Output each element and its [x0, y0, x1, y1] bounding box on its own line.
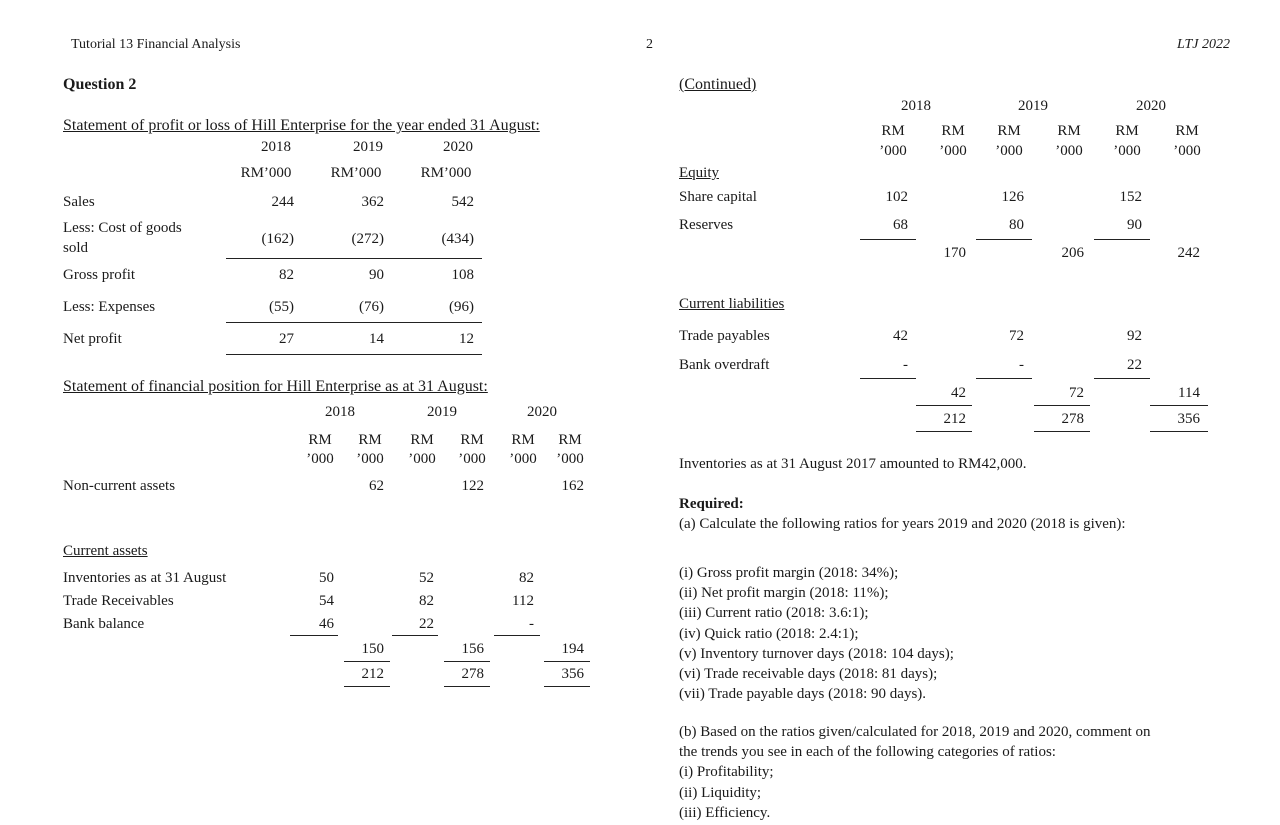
- inventory-note: Inventories as at 31 August 2017 amounted to RM42,000.: [679, 456, 1027, 472]
- cont-cell: -: [903, 357, 908, 373]
- pl-cell: 27: [279, 331, 294, 347]
- sofp-rule: [444, 686, 490, 687]
- equity-heading: Equity: [679, 165, 719, 181]
- cont-cell: 72: [1009, 328, 1024, 344]
- cont-cell: 80: [1009, 217, 1024, 233]
- pl-year-2018: 2018: [261, 139, 291, 155]
- ratio-list: [679, 563, 954, 704]
- pl-statement-title: Statement of profit or loss of Hill Enterprise for the year ended 31 August:: [63, 117, 540, 134]
- ratio-item: (iii) Current ratio (2018: 3.6:1);: [679, 605, 869, 622]
- cont-row-label: Bank overdraft: [679, 357, 770, 373]
- ratio-item: (v) Inventory turnover days (2018: 104 days);: [679, 645, 954, 662]
- cont-grand-total: 356: [1177, 411, 1200, 427]
- cont-cell: 92: [1127, 328, 1142, 344]
- sofp-cell: 46: [319, 616, 334, 632]
- sofp-year-2018: 2018: [325, 404, 355, 420]
- cont-rule: [976, 378, 1032, 379]
- ratio-item: (ii) Net profit margin (2018: 11%);: [679, 585, 889, 602]
- pl-rule: [226, 354, 482, 355]
- pl-rule: [226, 322, 482, 323]
- required-b-line: (b) Based on the ratios given/calculated for 2018, 2019 and 2020, comment on: [679, 724, 1151, 740]
- sofp-current-total: 194: [561, 641, 584, 657]
- sofp-rule: [544, 686, 590, 687]
- sofp-cell: -: [529, 616, 534, 632]
- required-part-b: [679, 722, 1151, 823]
- sofp-unit-header: RM ’000: [509, 432, 537, 467]
- page-number: 2: [646, 37, 653, 52]
- sofp-cell: 52: [419, 570, 434, 586]
- pl-unit-2019: RM’000: [330, 165, 382, 181]
- sofp-current-total: 156: [461, 641, 484, 657]
- cont-cell: 152: [1119, 189, 1142, 205]
- pl-cell: 82: [279, 267, 294, 283]
- sofp-rule: [344, 661, 390, 662]
- sofp-cell: 50: [319, 570, 334, 586]
- sofp-year-2019: 2019: [427, 404, 457, 420]
- cont-equity-total: 242: [1177, 245, 1200, 261]
- cont-row-label: Share capital: [679, 189, 757, 205]
- sofp-cell: 82: [519, 570, 534, 586]
- sofp-unit-header: RM ’000: [556, 432, 584, 467]
- sofp-current-total: 150: [361, 641, 384, 657]
- pl-rule: [226, 258, 482, 259]
- cont-cell: 68: [893, 217, 908, 233]
- cont-rule: [1094, 378, 1150, 379]
- pl-cell: 108: [451, 267, 474, 283]
- sofp-total-assets: 278: [461, 666, 484, 682]
- pl-row-label: Sales: [63, 194, 95, 210]
- current-assets-heading: Current assets: [63, 543, 148, 559]
- sofp-rule: [290, 635, 338, 636]
- sofp-row-label: Trade Receivables: [63, 593, 174, 609]
- sofp-total-assets: 212: [361, 666, 384, 682]
- category-item: (i) Profitability;: [679, 764, 774, 781]
- pl-cell: (434): [441, 231, 474, 247]
- cont-unit-header: RM ’000: [1113, 123, 1141, 159]
- question-heading: Question 2: [63, 76, 137, 93]
- sofp-title: Statement of financial position for Hill Enterprise as at 31 August:: [63, 378, 488, 395]
- cont-cell: -: [1019, 357, 1024, 373]
- pl-row-label: Gross profit: [63, 267, 136, 283]
- cont-liability-total: 72: [1069, 385, 1084, 401]
- cont-grand-total: 212: [943, 411, 966, 427]
- sofp-total-assets: 356: [561, 666, 584, 682]
- pl-cell: 362: [361, 194, 384, 210]
- cont-rule: [976, 239, 1032, 240]
- ratio-item: (i) Gross profit margin (2018: 34%);: [679, 565, 899, 581]
- required-b-line: the trends you see in each of the following categories of ratios:: [679, 744, 1056, 761]
- cont-rule: [916, 431, 972, 432]
- pl-year-2020: 2020: [443, 139, 473, 155]
- cont-year-2020: 2020: [1136, 98, 1166, 114]
- cont-equity-total: 206: [1061, 245, 1084, 261]
- sofp-rule: [544, 661, 590, 662]
- cont-liability-total: 42: [951, 385, 966, 401]
- sofp-row-label: Inventories as at 31 August: [63, 570, 227, 586]
- pl-cell: 542: [451, 194, 474, 210]
- pl-cell: (162): [261, 231, 294, 247]
- pl-cell: 90: [369, 267, 384, 283]
- pl-cell: (272): [351, 231, 384, 247]
- cont-row-label: Reserves: [679, 217, 734, 233]
- ratio-item: (vii) Trade payable days (2018: 90 days).: [679, 686, 927, 703]
- cont-rule: [1034, 431, 1090, 432]
- cont-rule: [1150, 431, 1208, 432]
- cont-equity-total: 170: [943, 245, 966, 261]
- cont-row-label: Trade payables: [679, 328, 770, 344]
- pl-cell: 12: [459, 331, 474, 347]
- cont-cell: 102: [885, 189, 908, 205]
- cont-rule: [1034, 405, 1090, 406]
- sofp-unit-header: RM ’000: [408, 432, 436, 467]
- ratio-item: (iv) Quick ratio (2018: 2.4:1);: [679, 625, 859, 642]
- cont-rule: [860, 239, 916, 240]
- cont-cell: 42: [893, 328, 908, 344]
- cont-cell: 22: [1127, 357, 1142, 373]
- cont-rule: [916, 405, 972, 406]
- sofp-cell: 22: [419, 616, 434, 632]
- sofp-cell: 112: [512, 593, 534, 609]
- pl-row-label: sold: [63, 240, 89, 256]
- cont-unit-header: RM ’000: [1173, 123, 1201, 159]
- sofp-row-label: Bank balance: [63, 616, 145, 632]
- pl-row-label: Net profit: [63, 331, 122, 347]
- pl-cell: 244: [271, 194, 294, 210]
- document-header-code: LTJ 2022: [1176, 37, 1230, 52]
- sofp-row-label: Non-current assets: [63, 478, 176, 494]
- pl-cell: (55): [269, 299, 294, 315]
- cont-year-2018: 2018: [901, 98, 931, 114]
- pl-row-label: Less: Cost of goods: [63, 220, 182, 236]
- pl-cell: (76): [359, 299, 384, 315]
- sofp-unit-header: RM ’000: [306, 432, 334, 467]
- document-header-title: Tutorial 13 Financial Analysis: [71, 37, 241, 52]
- cont-year-2019: 2019: [1018, 98, 1048, 114]
- sofp-rule: [494, 635, 540, 636]
- cont-unit-header: RM ’000: [995, 123, 1023, 159]
- sofp-cell: 54: [319, 593, 334, 609]
- sofp-unit-header: RM ’000: [458, 432, 486, 467]
- pl-unit-2020: RM’000: [420, 165, 472, 181]
- required-heading: Required:: [679, 496, 744, 512]
- sofp-rule: [344, 686, 390, 687]
- sofp-year-2020: 2020: [527, 404, 557, 420]
- sofp-cell: 162: [561, 478, 584, 494]
- cont-unit-header: RM ’000: [1055, 123, 1083, 159]
- sofp-rule: [444, 661, 490, 662]
- sofp-rule: [392, 635, 438, 636]
- liabilities-heading: Current liabilities: [679, 296, 785, 312]
- sofp-cell: 62: [369, 478, 384, 494]
- pl-unit-2018: RM’000: [240, 165, 292, 181]
- pl-row-label: Less: Expenses: [63, 299, 156, 315]
- cont-cell: 90: [1127, 217, 1142, 233]
- sofp-unit-header: RM ’000: [356, 432, 384, 467]
- ratio-item: (vi) Trade receivable days (2018: 81 days);: [679, 666, 938, 683]
- cont-rule: [860, 378, 916, 379]
- category-item: (iii) Efficiency.: [679, 804, 771, 821]
- cont-liability-total: 114: [1178, 385, 1200, 401]
- cont-unit-header: RM ’000: [939, 123, 967, 159]
- sofp-cell: 82: [419, 593, 434, 609]
- pl-year-2019: 2019: [353, 139, 383, 155]
- cont-cell: 126: [1001, 189, 1024, 205]
- category-item: (ii) Liquidity;: [679, 784, 762, 801]
- cont-grand-total: 278: [1061, 411, 1084, 427]
- required-part-a: (a) Calculate the following ratios for years 2019 and 2020 (2018 is given):: [679, 516, 1126, 532]
- continued-label: (Continued): [679, 76, 757, 93]
- cont-rule: [1094, 239, 1150, 240]
- cont-unit-header: RM ’000: [879, 123, 907, 159]
- pl-cell: 14: [369, 331, 384, 347]
- pl-cell: (96): [449, 299, 474, 315]
- cont-rule: [1150, 405, 1208, 406]
- sofp-cell: 122: [461, 478, 484, 494]
